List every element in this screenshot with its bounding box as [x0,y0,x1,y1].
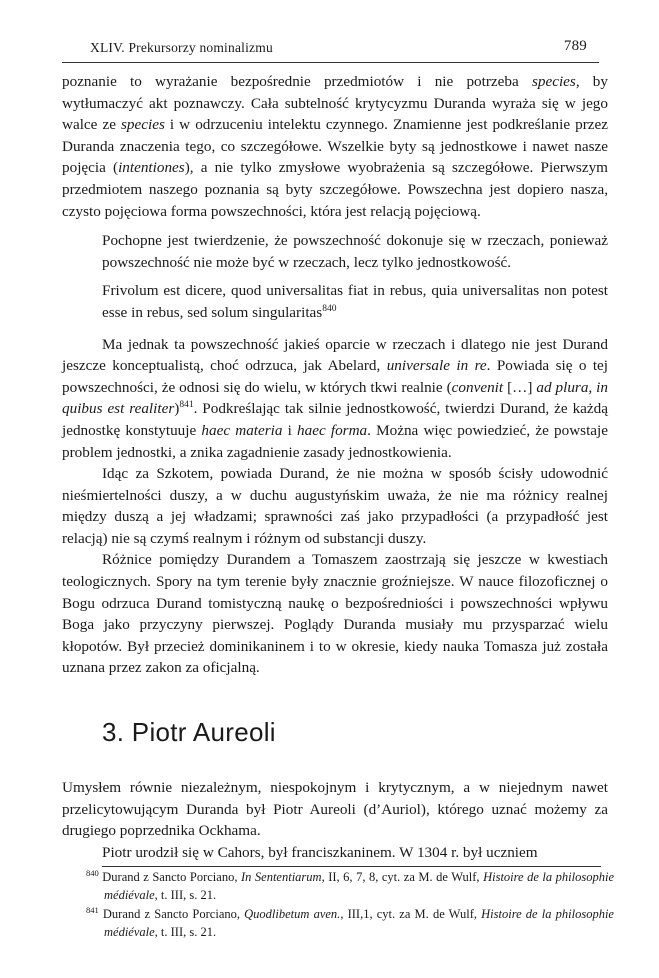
header-rule [62,62,599,63]
italic-term: Histoire de la philosophie médiévale [104,907,614,939]
running-title: XLIV. Prekursorzy nominalizmu [90,40,273,55]
paragraph: poznanie to wyrażanie bezpośrednie przedmiotów i nie potrzeba species, by wytłumaczyć akt poznawczy. Cała subtelność krytycyzmu Duranda wyraża się w jego walce ze species i w odrzuceniu intelektu czynnego. Znamienne jest podkreślanie przez Duranda znaczenia tego, co szczegółowe. Wszelkie byty są jednostkowe i nawet nasze pojęcia (intentiones), a nie tylko zmysłowe wyobrażenia są szczegółowe. Pierwszym przedmiotem naszego poznania są byty szczegółowe. Powszechna jest dopiero nasza, czysto pojęciowa forma powszechności, która jest relacją pojęciową. [62,73,608,220]
paragraph: Różnice pomiędzy Durandem a Tomaszem zaostrzają się jeszcze w kwestiach teologicznych. Spory na tym terenie były znacznie groźniejsze. W nauce filozoficznej o Bogu odrzuca Durand tomistyczną naukę o bezpośredniości i powszechności wpływu Boga jako przyczyny pierwszej. Poglądy Duranda musiały mu przysparzać wielu kłopotów. Był przecież dominikaninem i to w okresie, kiedy nauka Tomasza już została uznana przez zakon za oficjalną. [62,551,608,677]
paragraphs-after-heading [62,777,608,863]
italic-term: In Sententiarum [240,870,322,884]
italic-term: universale in re [386,357,487,375]
footnote-ref: 841 [179,400,194,411]
footnote: $^{840}$ Durand z Sancto Porciano, In Sententiarum, II, 6, 7, 8, cyt. za M. de Wulf, Histoire de la philosophie médiévale, t. III, s. 21. [86,867,614,902]
block-quote: Frivolum est dicere, quod universalitas fiat in rebus, quia universalitas non potest esse in rebus, sed solum singularitas$^{840}$ [102,282,608,321]
paragraph: Idąc za Szkotem, powiada Durand, że nie można w sposób ścisły udowodnić nieśmiertelności duszy, a w duchu augustyńskim uważa, że nie ma różnicy realnej między duszą a jej władzami; sprawności zaś jako przypadłości (a przypadłość jest relacją) nie są czymś realnym i różnym od substancji duszy. [62,465,608,547]
italic-term: species [531,73,576,90]
italic-term: Quodlibetum aven. [244,907,341,921]
paragraphs-before-heading [62,71,608,679]
paragraph: Piotr urodził się w Cahors, był franciszkaninem. W 1304 r. był uczniem [102,843,538,861]
body-text [62,71,608,863]
footnote-ref: 840 [86,867,99,878]
block-quote: Pochopne jest twierdzenie, że powszechność dokonuje się w rzeczach, ponieważ powszechność nie może być w rzeczach, lecz tylko jednostkowość. [102,232,608,271]
paragraph: Ma jednak ta powszechność jakieś oparcie w rzeczach i dlatego nie jest Durand jeszcze konceptualistą, choć odrzuca, jak Abelard, universale in re. Powiada się o tej powszechności, że odnosi się do wielu, w których tkwi realnie (convenit […] ad plura, in quibus est realiter)$^{841}$. Podkreślając tak silnie jednostkowość, twierdzi Durand, że każdą jednostkę konstytuuje haec materia i haec forma. Można więc powiedzieć, że powstaje problem jednostki, a znika zagadnienie zasady jednostkowienia. [62,335,609,461]
footnote: $^{841}$ Durand z Sancto Porciano, Quodlibetum aven., III,1, cyt. za M. de Wulf, Histoire de la philosophie médiévale, t. III, s. 21. [86,904,614,939]
italic-term: haec materia [201,421,283,439]
italic-term: convenit [451,378,504,396]
footnotes [86,869,614,943]
italic-term: Histoire de la philosophie médiévale [104,870,614,902]
footnote-ref: 841 [86,904,99,915]
paragraph: Umysłem równie niezależnym, niespokojnym i krytycznym, a w niejednym nawet przelicytowującym Duranda był Piotr Aureoli (d’Auriol), którego uznać możemy za drugiego poprzednika Ockhama. [62,779,608,840]
italic-term: ad plura, in quibus est realiter [62,378,608,418]
section-heading: 3. Piotr Aureoli [102,717,276,748]
italic-term: intentiones [118,159,185,177]
italic-term: haec forma [297,421,368,439]
page-number: 789 [563,38,587,54]
italic-term: species [121,116,165,134]
footnote-ref: 840 [322,303,337,314]
footnote-rule [102,866,601,867]
running-header [70,40,599,62]
